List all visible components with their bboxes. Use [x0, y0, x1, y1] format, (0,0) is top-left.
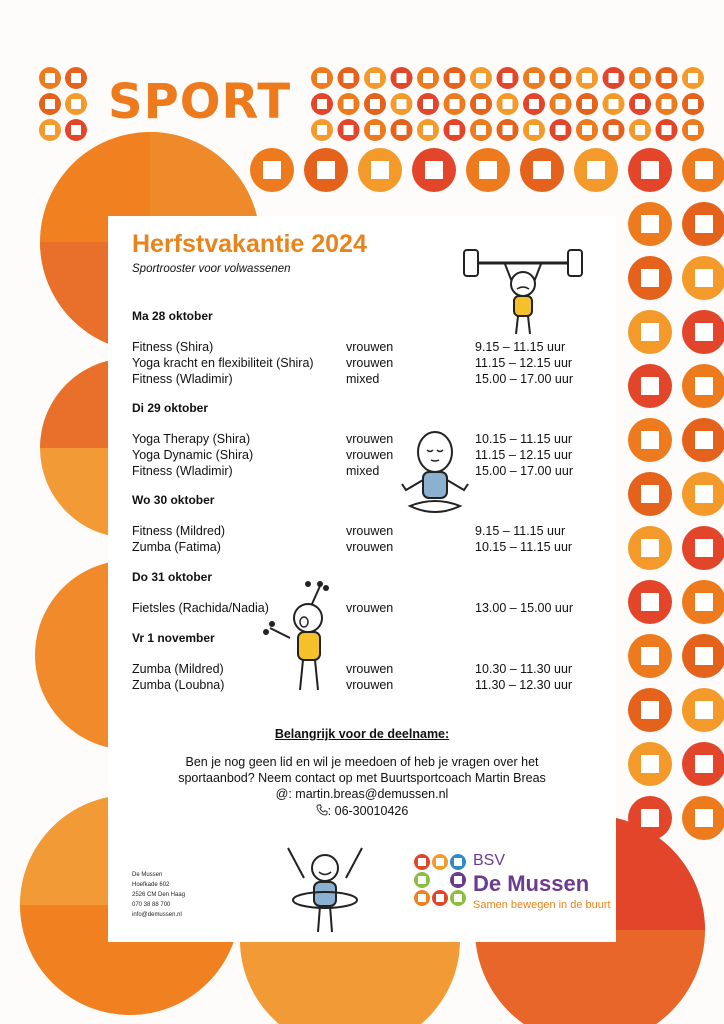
session-time: 11.15 – 12.15 uur [475, 356, 573, 370]
session-group: mixed [346, 372, 380, 386]
bsv-logo-icon [412, 852, 468, 908]
session-time: 11.15 – 12.15 uur [475, 448, 573, 462]
session-time: 13.00 – 15.00 uur [475, 601, 573, 615]
session-row [132, 464, 592, 481]
session-row [132, 356, 592, 373]
address-line: De Mussen [132, 872, 163, 878]
phone-icon [316, 804, 328, 816]
session-activity: Zumba (Mildred) [132, 662, 224, 676]
session-time: 10.15 – 11.15 uur [475, 432, 573, 446]
session-row [132, 524, 592, 541]
contact-phone-text: : 06-30010426 [327, 804, 409, 818]
day-heading: Di 29 oktober [132, 401, 209, 415]
session-group: vrouwen [346, 448, 394, 462]
session-row [132, 601, 592, 618]
org-label: BSV [473, 852, 506, 869]
session-group: vrouwen [346, 678, 394, 692]
session-time: 10.15 – 11.15 uur [475, 540, 573, 554]
notice-heading: Belangrijk voor de deelname: [274, 727, 450, 741]
weightlifter-illustration [460, 244, 586, 338]
hula-hoop-figure-illustration [280, 842, 370, 936]
session-group: vrouwen [346, 432, 394, 446]
org-name: De Mussen [473, 871, 590, 896]
page-subtitle: Sportrooster voor volwassenen [132, 263, 291, 275]
address-line: info@demussen.nl [132, 912, 182, 918]
dot-pattern-top-right [311, 67, 704, 141]
day-heading: Vr 1 november [132, 631, 215, 645]
session-row [132, 448, 592, 465]
address-block [132, 870, 185, 920]
session-time: 9.15 – 11.15 uur [475, 340, 566, 354]
session-activity: Fitness (Mildred) [132, 524, 226, 538]
contact-phone[interactable] [108, 804, 616, 818]
session-activity: Fitness (Wladimir) [132, 464, 233, 478]
yoga-figure-illustration [394, 426, 476, 526]
session-row [132, 662, 592, 679]
address-line: 070 38 88 700 [132, 902, 171, 908]
session-row [132, 432, 592, 449]
session-activity: Zumba (Loubna) [132, 678, 225, 692]
session-time: 15.00 – 17.00 uur [475, 464, 573, 478]
org-tagline: Samen bewegen in de buurt [473, 899, 611, 911]
session-time: 11.30 – 12.30 uur [475, 678, 573, 692]
notice-line: sportaanbod? Neem contact op met Buurtsportcoach Martin Breas [178, 771, 546, 785]
session-activity: Fitness (Shira) [132, 340, 214, 354]
session-time: 10.30 – 11.30 uur [475, 662, 573, 676]
session-time: 15.00 – 17.00 uur [475, 372, 573, 386]
session-group: vrouwen [346, 662, 394, 676]
sport-logo-text: SPORT [108, 74, 292, 130]
session-activity: Yoga Dynamic (Shira) [132, 448, 254, 462]
day-heading: Do 31 oktober [132, 570, 213, 584]
stretching-figure-illustration [260, 578, 352, 696]
day-heading: Ma 28 oktober [132, 309, 213, 323]
session-activity: Yoga kracht en flexibiliteit (Shira) [132, 356, 314, 370]
address-line: 2526 CM Den Haag [132, 892, 186, 898]
session-group: vrouwen [346, 340, 394, 354]
session-time: 9.15 – 11.15 uur [475, 524, 566, 538]
session-group: mixed [346, 464, 380, 478]
session-group: vrouwen [346, 524, 394, 538]
session-activity: Yoga Therapy (Shira) [132, 432, 251, 446]
session-row [132, 540, 592, 557]
session-group: vrouwen [346, 356, 394, 370]
address-line: Hoefkade 602 [132, 882, 170, 888]
session-row [132, 372, 592, 389]
session-activity: Zumba (Fatima) [132, 540, 221, 554]
notice-line: Ben je nog geen lid en wil je meedoen of heb je vragen over het [185, 755, 539, 769]
contact-email[interactable]: @: martin.breas@demussen.nl [275, 787, 449, 801]
schedule-card [108, 216, 616, 942]
session-activity: Fietsles (Rachida/Nadia) [132, 601, 269, 615]
day-heading: Wo 30 oktober [132, 493, 215, 507]
dot-pattern-top-left [39, 67, 87, 141]
session-row [132, 678, 592, 695]
session-group: vrouwen [346, 540, 394, 554]
session-group: vrouwen [346, 601, 394, 615]
session-row [132, 340, 592, 357]
page-title: Herfstvakantie 2024 [132, 230, 367, 258]
session-activity: Fitness (Wladimir) [132, 372, 233, 386]
